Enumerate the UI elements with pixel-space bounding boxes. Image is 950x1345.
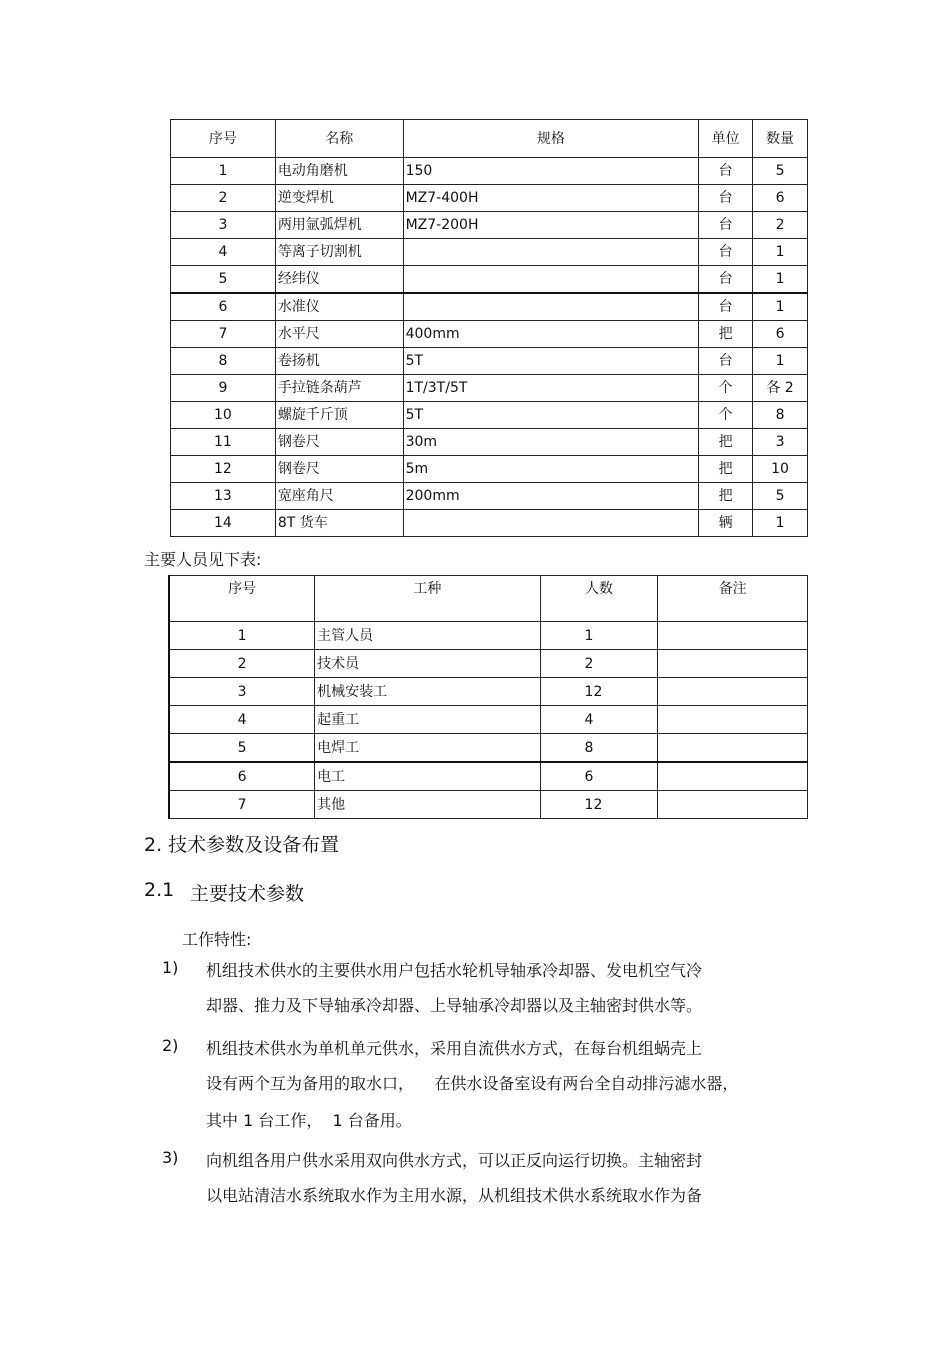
list-item-line: 机组技术供水为单机单元供水，采用自流供水方式，在每台机组蜗壳上: [206, 1039, 703, 1058]
cell: 台: [699, 348, 753, 375]
cell: 1: [171, 158, 276, 185]
cell: 螺旋千斤顶: [275, 402, 403, 429]
cell: 150: [403, 158, 699, 185]
list-item-line: 却器、推力及下导轴承冷却器、上导轴承冷却器以及主轴密封供水等。: [206, 996, 703, 1015]
cell: 台: [699, 185, 753, 212]
cell: 各 2: [753, 375, 808, 402]
cell: 钢卷尺: [275, 429, 403, 456]
cell: 30m: [403, 429, 699, 456]
cell: 12: [540, 791, 658, 819]
table-row: [171, 429, 808, 456]
header-headcount: 人数: [540, 576, 658, 622]
cell: 5T: [403, 402, 699, 429]
cell: 电工: [315, 762, 540, 791]
cell: 机械安装工: [315, 678, 540, 706]
cell: 1: [753, 266, 808, 294]
cell: 水平尺: [275, 321, 403, 348]
cell: 11: [171, 429, 276, 456]
header-trade: 工种: [315, 576, 540, 622]
cell: 把: [699, 483, 753, 510]
cell: 水准仪: [275, 293, 403, 321]
staff-table: [168, 575, 808, 819]
list-item-line: 以电站清洁水系统取水作为主用水源，从机组技术供水系统取水作为备: [206, 1186, 703, 1205]
cell: 两用氩弧焊机: [275, 212, 403, 239]
cell: [658, 678, 808, 706]
subsection-title: 主要技术参数: [190, 883, 305, 905]
table-row: [171, 185, 808, 212]
list-item-number: 1): [162, 958, 179, 977]
cell: 电焊工: [315, 734, 540, 763]
cell: 6: [753, 185, 808, 212]
cell: 6: [171, 293, 276, 321]
cell: 个: [699, 375, 753, 402]
cell: 400mm: [403, 321, 699, 348]
cell: 5T: [403, 348, 699, 375]
equipment-header-row: [171, 120, 808, 158]
header-name: 名称: [275, 120, 403, 158]
table-row: [171, 375, 808, 402]
cell: 卷扬机: [275, 348, 403, 375]
cell: 1: [753, 293, 808, 321]
table-row: [169, 678, 808, 706]
cell: 逆变焊机: [275, 185, 403, 212]
cell: 5: [169, 734, 315, 763]
cell: 2: [169, 650, 315, 678]
cell: 手拉链条葫芦: [275, 375, 403, 402]
table-row: [171, 212, 808, 239]
table-row: [171, 348, 808, 375]
table-row: [169, 762, 808, 791]
cell: 把: [699, 456, 753, 483]
cell: 台: [699, 239, 753, 266]
cell: 5: [753, 158, 808, 185]
table-row: [171, 402, 808, 429]
cell: 主管人员: [315, 622, 540, 650]
cell: [658, 622, 808, 650]
table-row: [171, 266, 808, 294]
table-row: [169, 622, 808, 650]
cell: 4: [540, 706, 658, 734]
cell: MZ7-400H: [403, 185, 699, 212]
cell: 1T/3T/5T: [403, 375, 699, 402]
table-row: [171, 293, 808, 321]
cell: 台: [699, 212, 753, 239]
cell: 2: [171, 185, 276, 212]
cell: 1: [753, 239, 808, 266]
cell: 12: [540, 678, 658, 706]
cell: 7: [169, 791, 315, 819]
cell: 2: [753, 212, 808, 239]
cell: [658, 791, 808, 819]
cell: 等离子切割机: [275, 239, 403, 266]
cell: 4: [171, 239, 276, 266]
table-row: [171, 158, 808, 185]
list-item-number: 3): [162, 1148, 179, 1167]
cell: 起重工: [315, 706, 540, 734]
cell: 4: [169, 706, 315, 734]
cell: [403, 510, 699, 537]
table-row: [171, 321, 808, 348]
cell: 钢卷尺: [275, 456, 403, 483]
table-row: [169, 791, 808, 819]
cell: 2: [540, 650, 658, 678]
cell: 14: [171, 510, 276, 537]
cell: 1: [169, 622, 315, 650]
cell: 台: [699, 293, 753, 321]
list-item-line: 其中 1 台工作， 1 台备用。: [206, 1111, 412, 1130]
cell: 经纬仪: [275, 266, 403, 294]
cell: 1: [753, 510, 808, 537]
cell: 12: [171, 456, 276, 483]
section-heading: 2. 技术参数及设备布置: [144, 834, 340, 856]
table-row: [171, 456, 808, 483]
cell: 5: [753, 483, 808, 510]
cell: 1: [753, 348, 808, 375]
cell: 10: [171, 402, 276, 429]
cell: [658, 706, 808, 734]
staff-header-row: [169, 576, 808, 622]
cell: [658, 734, 808, 763]
cell: 7: [171, 321, 276, 348]
list-item-line: 设有两个互为备用的取水口， 在供水设备室设有两台全自动排污滤水器，: [206, 1074, 739, 1093]
cell: 其他: [315, 791, 540, 819]
cell: [403, 293, 699, 321]
table-row: [169, 734, 808, 763]
cell: 200mm: [403, 483, 699, 510]
cell: 6: [169, 762, 315, 791]
cell: 把: [699, 429, 753, 456]
cell: 8T 货车: [275, 510, 403, 537]
table-row: [171, 239, 808, 266]
cell: 10: [753, 456, 808, 483]
cell: 6: [753, 321, 808, 348]
table-row: [169, 706, 808, 734]
header-index: 序号: [171, 120, 276, 158]
cell: 台: [699, 266, 753, 294]
cell: 辆: [699, 510, 753, 537]
cell: 8: [171, 348, 276, 375]
table-row: [171, 483, 808, 510]
cell: 3: [753, 429, 808, 456]
cell: 宽座角尺: [275, 483, 403, 510]
list-item-number: 2): [162, 1036, 179, 1055]
cell: 技术员: [315, 650, 540, 678]
cell: 电动角磨机: [275, 158, 403, 185]
cell: 9: [171, 375, 276, 402]
cell: 3: [169, 678, 315, 706]
equipment-table: [170, 119, 808, 537]
cell: 5m: [403, 456, 699, 483]
features-label: 工作特性:: [182, 930, 252, 949]
table-row: [169, 650, 808, 678]
cell: 台: [699, 158, 753, 185]
cell: 13: [171, 483, 276, 510]
header-index: 序号: [169, 576, 315, 622]
list-item-line: 向机组各用户供水采用双向供水方式，可以正反向运行切换。主轴密封: [206, 1151, 703, 1170]
staff-intro-text: 主要人员见下表:: [144, 550, 262, 569]
table-row: [171, 510, 808, 537]
header-unit: 单位: [699, 120, 753, 158]
cell: 6: [540, 762, 658, 791]
header-spec: 规格: [403, 120, 699, 158]
cell: [658, 650, 808, 678]
subsection-number: 2.1: [144, 879, 175, 901]
cell: [658, 762, 808, 791]
header-quantity: 数量: [753, 120, 808, 158]
cell: 1: [540, 622, 658, 650]
cell: 8: [540, 734, 658, 763]
cell: MZ7-200H: [403, 212, 699, 239]
cell: 3: [171, 212, 276, 239]
list-item-line: 机组技术供水的主要供水用户包括水轮机导轴承冷却器、发电机空气冷: [206, 961, 703, 980]
cell: 8: [753, 402, 808, 429]
cell: 把: [699, 321, 753, 348]
cell: 个: [699, 402, 753, 429]
cell: [403, 239, 699, 266]
cell: [403, 266, 699, 294]
cell: 5: [171, 266, 276, 294]
header-remarks: 备注: [658, 576, 808, 622]
